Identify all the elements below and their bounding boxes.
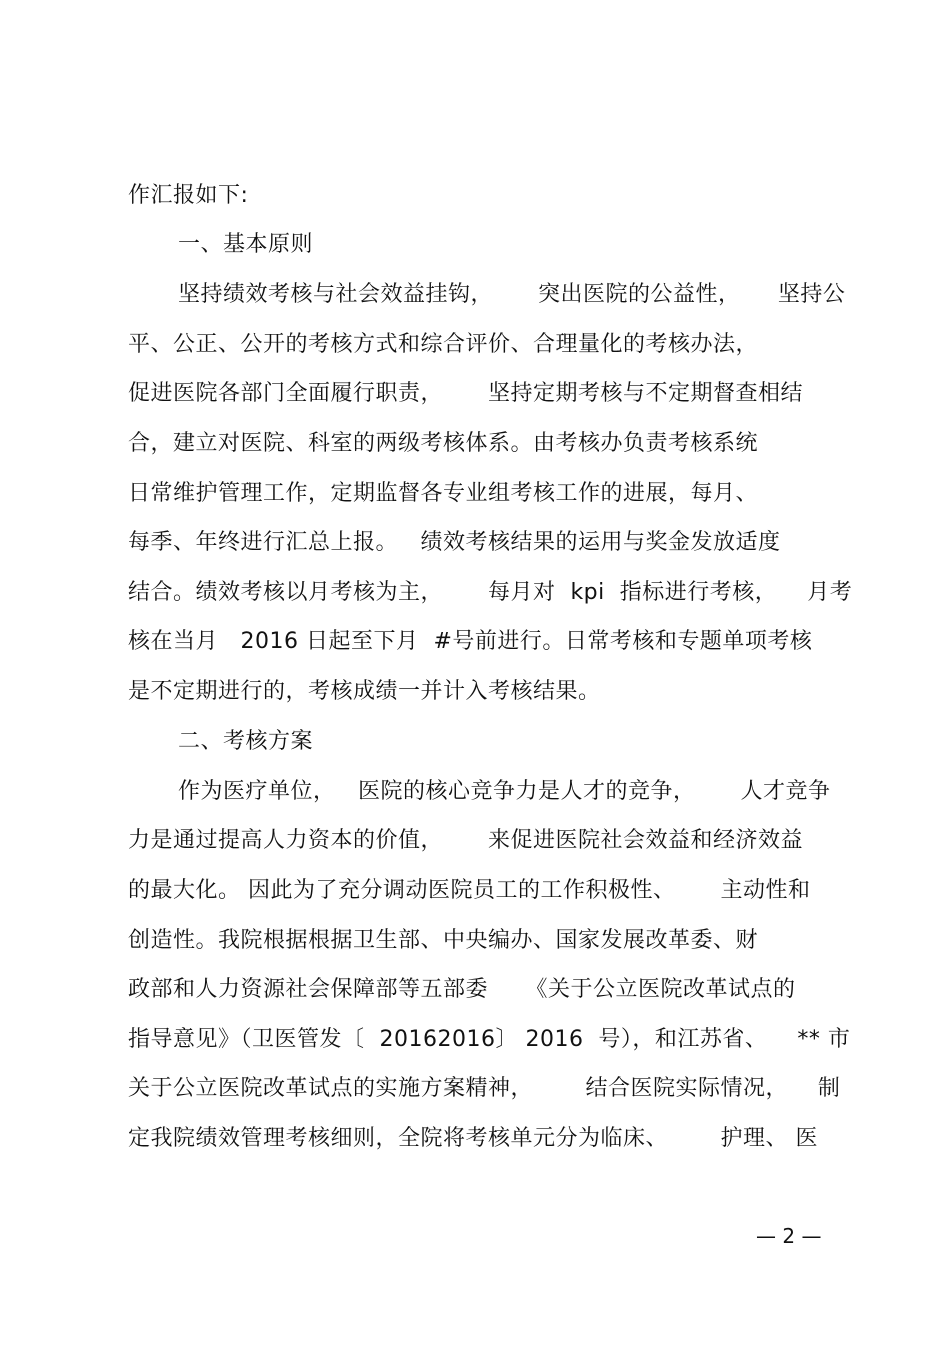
- paragraph-line: 指导意见》（卫医管发〔 20162016〕 2016 号），和江苏省、 ** 市: [128, 1027, 851, 1052]
- paragraph-line: 定我院绩效管理考核细则，全院将考核单元分为临床、 护理、 医: [128, 1126, 818, 1151]
- paragraph-line: 力是通过提高人力资本的价值， 来促进医院社会效益和经济效益: [128, 828, 803, 853]
- page-number: — 2 —: [756, 1224, 822, 1248]
- text-line: 作汇报如下:: [128, 183, 249, 208]
- paragraph-line: 日常维护管理工作，定期监督各专业组考核工作的进展，每月、: [128, 481, 759, 506]
- paragraph-line: 合，建立对医院、科室的两级考核体系。由考核办负责考核系统: [128, 431, 759, 456]
- paragraph-line: 是不定期进行的，考核成绩一并计入考核结果。: [128, 679, 601, 704]
- paragraph-line: 关于公立医院改革试点的实施方案精神， 结合医院实际情况， 制: [128, 1076, 841, 1101]
- paragraph-line: 每季、年终进行汇总上报。 绩效考核结果的运用与奖金发放适度: [128, 530, 781, 555]
- paragraph-line: 创造性。我院根据根据卫生部、中央编办、国家发展改革委、财: [128, 928, 759, 953]
- paragraph-line: 的最大化。 因此为了充分调动医院员工的工作积极性、 主动性和: [128, 878, 811, 903]
- paragraph-line: 平、公正、公开的考核方式和综合评价、合理量化的考核办法，: [128, 332, 759, 357]
- paragraph-line: 核在当月 2016 日起至下月 #号前进行。日常考核和专题单项考核: [128, 629, 813, 654]
- section-heading: 一、基本原则: [178, 232, 314, 257]
- paragraph-line: 促进医院各部门全面履行职责， 坚持定期考核与不定期督查相结: [128, 381, 803, 406]
- paragraph-line: 作为医疗单位， 医院的核心竞争力是人才的竞争， 人才竞争: [178, 779, 831, 804]
- paragraph-line: 坚持绩效考核与社会效益挂钩， 突出医院的公益性， 坚持公: [178, 282, 846, 307]
- paragraph-line: 政部和人力资源社会保障部等五部委 《关于公立医院改革试点的: [128, 977, 796, 1002]
- section-heading: 二、考核方案: [178, 729, 314, 754]
- paragraph-line: 结合。绩效考核以月考核为主， 每月对 kpi 指标进行考核， 月考: [128, 580, 853, 605]
